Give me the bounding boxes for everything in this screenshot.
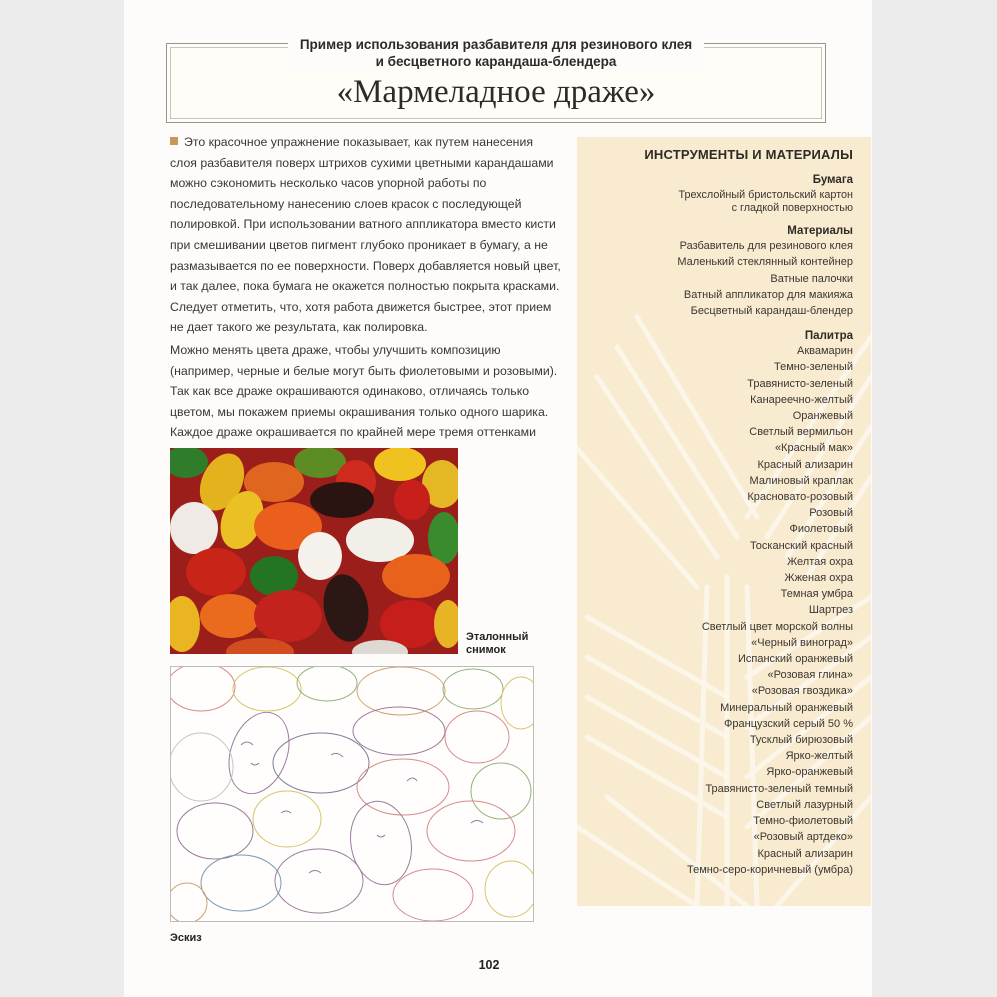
palette-item: Розовый — [809, 507, 853, 520]
palette-item: «Розовая гвоздика» — [751, 685, 853, 698]
reference-photo-caption — [466, 631, 546, 657]
palette-item: Канареечно-желтый — [750, 393, 853, 406]
palette-item: Жженая охра — [784, 572, 853, 585]
materials-item: Ватные палочки — [770, 272, 853, 285]
sketch-caption: Эскиз — [170, 932, 202, 944]
palette-item: Темно-фиолетовый — [753, 815, 853, 828]
page-number: 102 — [478, 958, 500, 972]
palette-item: Темно-серо-коричневый (умбра) — [686, 863, 853, 876]
paper-line-1: Трехслойный бристольский картон — [678, 189, 853, 201]
palette-list — [577, 343, 853, 878]
palette-item: Травянисто-зеленый темный — [705, 782, 853, 795]
jelly-beans-photo — [170, 448, 458, 654]
reference-caption-line-2: снимок — [466, 644, 506, 656]
palette-item: Малиновый краплак — [749, 474, 853, 487]
subtitle-line-1: Пример использования разбавителя для резинового клея — [294, 36, 698, 53]
materials-item: Ватный аппликатор для макияжа — [683, 288, 853, 301]
paper-description — [577, 189, 853, 214]
paragraph-1 — [170, 132, 562, 338]
palette-item: Темно-зеленый — [774, 361, 853, 374]
palette-item: Минеральный оранжевый — [720, 701, 853, 714]
sketch-drawing — [170, 666, 534, 922]
sidebar-content — [577, 137, 853, 878]
materials-item: Разбавитель для резинового клея — [679, 240, 853, 253]
palette-item: Ярко-желтый — [785, 750, 853, 763]
jelly-beans-sketch — [171, 667, 534, 922]
sidebar-title: ИНСТРУМЕНТЫ И МАТЕРИАЛЫ — [644, 147, 853, 162]
reference-caption-line-1: Эталонный — [466, 631, 529, 643]
palette-item: Шартрез — [808, 604, 853, 617]
body-text — [170, 132, 562, 466]
palette-item: Красный ализарин — [757, 458, 853, 471]
palette-item: «Красный мак» — [774, 442, 853, 455]
paragraph-1-text: Это красочное упражнение показывает, как путем нанесения слоя разбавителя поверх штрихов сухими цветными карандашами можно сэкономить несколько часов упорной работы по последовательному нанесению слоев красок с последующей полировкой. При использовании ватного аппликатора вместо кисти при смешивании цветов пигмент глубоко проникает в бумагу, а не размазывается по ее поверхности. Поверх добавляется новый цвет, и так далее, пока бумага не окажется полностью покрыта красками. Следует отметить, что, хотя работа движется быстрее, этот прием не дает такого же результата, как полировка. — [170, 135, 561, 335]
palette-item: Красный ализарин — [757, 847, 853, 860]
palette-item: Травянисто-зеленый — [747, 377, 853, 390]
materials-item: Бесцветный карандаш-блендер — [690, 305, 853, 317]
palette-item: Желтая охра — [787, 555, 853, 568]
materials-list — [577, 238, 853, 319]
materials-heading: Материалы — [787, 225, 853, 238]
reference-photo — [170, 448, 458, 654]
bullet-square-icon — [170, 137, 178, 145]
materials-item: Маленький стеклянный контейнер — [677, 256, 853, 269]
palette-item: Светлый лазурный — [756, 798, 853, 811]
paper-heading: Бумага — [812, 174, 853, 186]
palette-heading: Палитра — [804, 330, 853, 343]
palette-item: Аквамарин — [796, 345, 853, 358]
palette-item: Темная умбра — [780, 588, 853, 601]
palette-item: «Розовый артдеко» — [753, 831, 853, 844]
paper-line-2: с гладкой поверхностью — [731, 201, 853, 214]
page-subtitle — [166, 36, 826, 70]
palette-item: «Розовая глина» — [767, 669, 853, 682]
palette-item: Испанский оранжевый — [737, 653, 853, 666]
palette-item: «Черный виноград» — [751, 636, 853, 649]
palette-item: Фиолетовый — [789, 523, 853, 536]
palette-item: Светлый цвет морской волны — [701, 620, 853, 633]
palette-item: Светлый вермильон — [749, 426, 853, 439]
palette-item: Ярко-оранжевый — [766, 766, 853, 779]
tools-materials-sidebar — [577, 137, 871, 906]
palette-item: Оранжевый — [792, 410, 853, 423]
palette-item: Французский серый 50 % — [724, 717, 853, 730]
paragraph-2: Можно менять цвета драже, чтобы улучшить композицию (например, черные и белые могут быть фиолетовыми и розовыми). Так как все драже окрашиваются одинаково, отличаясь только цветом, мы покажем приемы окрашивания только одного шарика. Каждое драже окрашивается по крайней мере тремя оттенками — [170, 342, 558, 440]
palette-item: Красновато-розовый — [747, 491, 853, 504]
palette-item: Тосканский красный — [749, 539, 853, 552]
subtitle-line-2: и бесцветного карандаша-блендера — [370, 53, 623, 70]
palette-item: Тусклый бирюзовый — [749, 734, 853, 747]
page-title: «Мармеладное драже» — [336, 74, 656, 110]
